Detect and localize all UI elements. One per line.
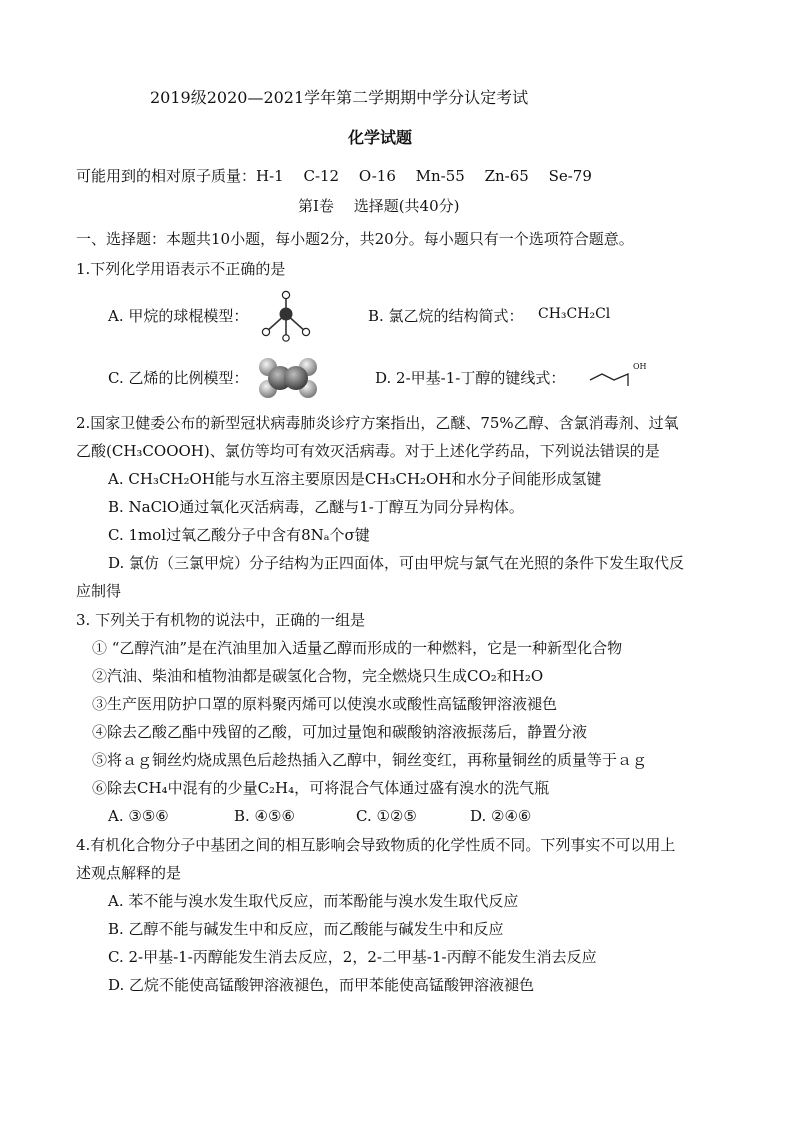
q3-statement-6: ⑥除去CH₄中混有的少量C₂H₄，可将混合气体通过盛有溴水的洗气瓶 [92, 779, 550, 797]
q3-choice-d: D. ②④⑥ [470, 807, 532, 825]
exam-title: 2019级2020—2021学年第二学期期中学分认定考试 [150, 88, 529, 107]
part-title: 第Ⅰ卷 选择题(共40分) [298, 197, 460, 215]
q2-option-a: A. CH₃CH₂OH能与水互溶主要原因是CH₃CH₂OH和水分子间能形成氢键 [108, 470, 602, 488]
q3-statement-4: ④除去乙酸乙酯中残留的乙酸，可加过量饱和碳酸钠溶液振荡后，静置分液 [92, 723, 588, 741]
methane-ball-stick-icon [258, 290, 314, 346]
q2-stem-line2: 乙酸(CH₃COOOH)、氯仿等均可有效灭活病毒。对于上述化学药品，下列说法错误的是 [76, 442, 660, 460]
q1-option-d-oh: OH [633, 362, 647, 371]
q3-statement-5: ⑤将ａｇ铜丝灼烧成黑色后趁热插入乙醇中，铜丝变红，再称量铜丝的质量等于ａｇ [92, 751, 648, 769]
q3-statement-3: ③生产医用防护口罩的原料聚丙烯可以使溴水或酸性高锰酸钾溶液褪色 [92, 695, 558, 713]
q2-option-c: C. 1mol过氧乙酸分子中含有8Nₐ个σ键 [108, 526, 370, 544]
q1-option-b: B. 氯乙烷的结构简式： [368, 307, 524, 325]
subject-title: 化学试题 [348, 128, 413, 147]
q4-stem-line1: 4.有机化合物分子中基团之间的相互影响会导致物质的化学性质不同。下列事实不可以用上 [76, 836, 676, 854]
q4-option-d: D. 乙烷不能使高锰酸钾溶液褪色，而甲苯能使高锰酸钾溶液褪色 [108, 976, 535, 994]
q4-option-a: A. 苯不能与溴水发生取代反应，而苯酚能与溴水发生取代反应 [108, 892, 519, 910]
q2-option-d-line2: 应制得 [76, 582, 122, 600]
q2-stem-line1: 2.国家卫健委公布的新型冠状病毒肺炎诊疗方案指出，乙醚、75%乙醇、含氯消毒剂、过氧 [76, 414, 679, 432]
q3-statement-2: ②汽油、柴油和植物油都是碳氢化合物，完全燃烧只生成CO₂和H₂O [92, 667, 544, 685]
q1-stem: 1.下列化学用语表示不正确的是 [76, 260, 286, 278]
q2-option-d-line1: D. 氯仿（三氯甲烷）分子结构为正四面体，可由甲烷与氯气在光照的条件下发生取代反 [108, 554, 685, 572]
q3-stem: 3. 下列关于有机物的说法中，正确的一组是 [76, 611, 366, 629]
q1-option-d: D. 2-甲基-1-丁醇的键线式： [375, 369, 566, 387]
q2-option-b: B. NaClO通过氧化灭活病毒，乙醚与1-丁醇互为同分异构体。 [108, 498, 524, 516]
q3-choice-b: B. ④⑤⑥ [234, 807, 295, 825]
q1-option-c: C. 乙烯的比例模型： [108, 369, 249, 387]
q1-option-b-formula: CH₃CH₂Cl [538, 306, 611, 322]
q4-option-b: B. 乙醇不能与碱发生中和反应，而乙酸能与碱发生中和反应 [108, 920, 504, 938]
atomic-masses: 可能用到的相对原子质量：H-1 C-12 O-16 Mn-55 Zn-65 Se-79 [76, 167, 592, 185]
q4-option-c: C. 2-甲基-1-丙醇能发生消去反应，2，2-二甲基-1-丙醇不能发生消去反应 [108, 948, 597, 966]
q3-choice-a: A. ③⑤⑥ [108, 807, 169, 825]
q4-stem-line2: 述观点解释的是 [76, 864, 182, 882]
ethylene-space-filling-icon [258, 358, 318, 398]
section-intro: 一、选择题：本题共10小题，每小题2分，共20分。每小题只有一个选项符合题意。 [76, 230, 634, 248]
q3-statement-1: ① “乙醇汽油”是在汽油里加入适量乙醇而形成的一种燃料，它是一种新型化合物 [92, 639, 623, 657]
q1-option-a: A. 甲烷的球棍模型： [108, 307, 249, 325]
q3-choice-c: C. ①②⑤ [356, 807, 417, 825]
